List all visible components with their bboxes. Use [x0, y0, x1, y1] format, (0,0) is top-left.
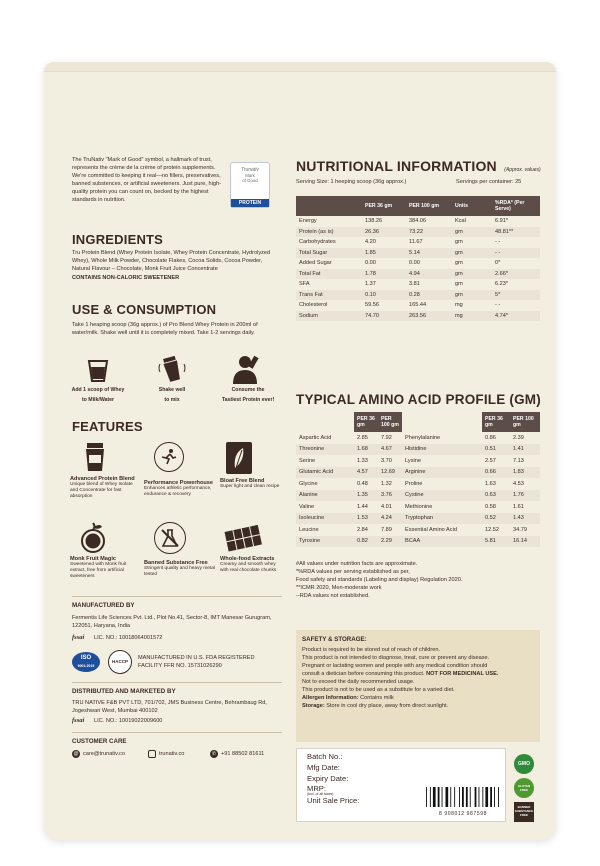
amino-row — [296, 478, 540, 490]
barcode-bars — [425, 787, 501, 807]
amino-note: Food safety and standards (Labeling and display) Regulation 2020. — [296, 577, 463, 583]
divider — [72, 596, 282, 597]
amino-cell: Alanine — [296, 490, 354, 502]
amino-cell: Methionine — [405, 503, 433, 510]
amino-cell: 3.70 — [381, 457, 392, 464]
serving-size: Serving Size: 1 heeping scoop (36g approx.) — [296, 179, 407, 185]
amino-cell: 4.53 — [513, 480, 524, 487]
amino-note: #All values under nutrition facts are approximate. — [296, 561, 418, 567]
mark-of-good-intro: The TruNativ "Mark of Good" symbol, a hallmark of trust, represents the crème de la crème of protein supplements. We're committed to keeping it real—no fillers, preservatives, banned substences, or artificial sweeteners. Just pure, high-quality protein you can count on, becked by the highest standards in nutrition. — [72, 157, 221, 203]
amino-cell: 0.82 — [354, 536, 378, 548]
nutrition-table — [296, 196, 540, 321]
nutrition-row — [296, 248, 540, 259]
nutrition-cell: 263.56 — [406, 311, 452, 322]
barcode-bar — [454, 787, 455, 807]
barcode-bar — [490, 787, 492, 807]
monk-fruit-icon — [78, 522, 108, 552]
usage-text: Take 1 heaping scoop (36g approx.) of Pro Blend Whey Protein in 200ml of water/milk. Shake well until it is completely mixed. Take 1-2 servings daily. — [72, 322, 258, 336]
amino-cell: Essential Amino Acid — [405, 526, 457, 533]
servings-per-container: Servings per container: 25 — [456, 179, 522, 185]
badge-brand: Trunativ — [241, 167, 259, 173]
nutrition-header: %RDA* (Per Serve) — [492, 196, 540, 216]
nutrition-cell: - - — [495, 302, 501, 309]
nutrition-header — [296, 196, 362, 216]
safety-substitute: This product is not to be used as a substitute for a varied diet. — [302, 687, 455, 693]
nutrition-cell: Added Sugar — [299, 260, 332, 267]
nutrition-header: PER 36 gm — [362, 196, 406, 216]
mark-of-good-badge — [230, 162, 270, 208]
gluten-free-badge: GLUTEN FREE — [514, 778, 534, 798]
features-title: FEATURES — [72, 419, 143, 434]
amino-cell: 1.61 — [513, 503, 524, 510]
nutrition-cell: 5.14 — [406, 248, 452, 259]
nutrition-cell: 0.10 — [362, 290, 406, 301]
nutrition-cell: Total Sugar — [296, 248, 362, 259]
barcode-bar — [475, 787, 477, 807]
nutrition-cell: 0.28 — [406, 290, 452, 301]
feature-1-title: Advanced Protein Blend — [70, 476, 135, 482]
nutrition-cell: gm — [452, 227, 492, 238]
amino-row — [296, 536, 540, 548]
amino-note: **ICMR 2020, Men-moderate work — [296, 585, 382, 591]
amino-cell: Proline — [405, 480, 423, 487]
batch-no: Batch No.: — [307, 752, 343, 761]
step-1-caption-2: to Milk/Water — [81, 396, 115, 403]
not-medicinal-warning: NOT FOR MEDICINAL USE. — [426, 671, 499, 677]
amino-cell: 1.53 — [354, 513, 378, 525]
barcode-bar — [482, 787, 483, 807]
nutrition-cell: 74.70 — [362, 311, 406, 322]
amino-cell: 1.33 — [357, 457, 368, 464]
barcode-bar — [485, 787, 488, 807]
top-seal — [44, 62, 556, 72]
nutrition-cell: 138.26 — [365, 218, 383, 225]
nutrition-cell: 0.00 — [365, 260, 376, 267]
banned-flask-icon — [154, 522, 186, 554]
nutrition-cell: 0* — [495, 260, 501, 267]
person-drinking-icon — [223, 354, 273, 384]
care-instagram-text: trunativ.co — [159, 751, 185, 757]
feature-1-desc: Unique blend of Whey Isolate and Concentrate for fast absorption — [70, 482, 133, 499]
barcode-bar — [498, 787, 499, 807]
feature-3 — [220, 442, 280, 490]
barcode-bar — [494, 787, 495, 807]
amino-row — [296, 513, 540, 525]
safety-title: SAFETY & STORAGE: — [302, 636, 367, 643]
feature-6 — [220, 522, 282, 574]
feature-6-title: Whole-food Extracts — [220, 556, 275, 562]
nutrition-cell: 11.67 — [409, 239, 423, 246]
nutrition-cell: gm — [455, 281, 463, 288]
amino-cell: 3.76 — [378, 490, 402, 502]
nutrition-cell: Kcal — [455, 218, 466, 225]
amino-cell: BCAA — [402, 536, 482, 548]
nutrition-cell: 384.06 — [409, 218, 427, 225]
nutrition-cell: 3.81 — [409, 281, 420, 288]
feature-3-desc: Super light and clean recipe — [220, 484, 280, 489]
usage-step-2 — [142, 354, 202, 403]
storage-info — [302, 702, 534, 710]
distributor-title: DISTRIBUTED AND MARKETED BY — [72, 688, 176, 695]
nutrition-row — [296, 269, 540, 280]
nutrition-row — [296, 237, 540, 248]
amino-cell: 2.39 — [513, 434, 524, 441]
amino-row — [296, 524, 540, 536]
storage-value: Store in cool dry place, away from direct sunlight. — [326, 703, 449, 709]
amino-row — [296, 455, 540, 467]
barcode-bar — [426, 787, 427, 807]
nutrition-cell: 0.00 — [409, 260, 420, 267]
nutrition-cell: 1.78 — [362, 269, 406, 280]
nutrition-cell: 4.94 — [406, 269, 452, 280]
protein-tub-icon — [80, 442, 110, 472]
nutrition-title-note: (Approx. values) — [504, 167, 541, 173]
safety-line-with-warning — [302, 670, 534, 678]
usage-step-1 — [68, 354, 128, 403]
amino-cell: Glycine — [299, 480, 318, 487]
safety-line: Pregnant or lactating women and people with any medical condition should — [302, 663, 488, 669]
nutrition-cell: gm — [455, 239, 463, 246]
amino-cell: 1.83 — [510, 467, 540, 479]
amino-cell: 1.68 — [354, 444, 378, 456]
divider — [72, 732, 282, 733]
feature-4-desc: Sweetened with Monk fruit extract, free from artificial sweeteners — [70, 562, 127, 579]
allergen-label: Allergen Information: — [302, 695, 359, 701]
manufacturer-title: MANUFACTURED BY — [72, 602, 135, 609]
amino-cell: Isoleucine — [296, 513, 354, 525]
mrp-label: MRP: — [307, 784, 326, 794]
barcode-bar — [442, 787, 443, 807]
amino-notes — [296, 560, 540, 600]
amino-header: PER 36 gm — [354, 412, 378, 432]
nutrition-cell: 4.20 — [365, 239, 376, 246]
amino-title: TYPICAL AMINO ACID PROFILE (GM) — [296, 392, 541, 407]
amino-cell: Tyrosine — [296, 536, 354, 548]
amino-cell: Valine — [299, 503, 315, 510]
batch-info-box — [296, 748, 506, 822]
nutrition-cell: 73.22 — [406, 227, 452, 238]
chocolate-bar-icon — [224, 522, 264, 552]
amino-cell: 2.29 — [378, 536, 402, 548]
feature-2 — [144, 442, 216, 498]
feature-2-title: Performance Powerhouse — [144, 480, 214, 486]
amino-cell: 4.57 — [354, 467, 378, 479]
amino-cell: Cystine — [402, 490, 482, 502]
nutrition-cell: 6.91* — [495, 218, 509, 225]
barcode-bar — [459, 787, 460, 807]
nutrition-cell: 165.44 — [409, 302, 427, 309]
amino-header — [296, 412, 354, 432]
storage-label: Storage: — [302, 703, 325, 709]
barcode-bar — [470, 787, 471, 807]
amino-cell: 0.52 — [482, 513, 510, 525]
amino-cell: 0.66 — [482, 467, 510, 479]
feature-4-title: Monk Fruit Magic — [70, 556, 116, 562]
runner-icon — [154, 442, 184, 472]
instagram-icon — [148, 750, 156, 758]
amino-header-row — [296, 412, 540, 432]
amino-cell: 5.81 — [482, 536, 510, 548]
phone-icon: ✆ — [211, 751, 217, 757]
distributor-address: TRU NATIVE F&B PVT LTD, 701/702, JMS Business Centre, Behrambaug Rd, Jogeshwari West, Mumbai 400102 — [72, 700, 267, 714]
nutrition-cell: Energy — [299, 218, 317, 225]
feature-5-title: Banned Substance Free — [144, 560, 208, 566]
nutrition-cell: mg — [455, 302, 463, 309]
usage-title: USE & CONSUMPTION — [72, 302, 217, 317]
badge-tagline-2: of Good — [242, 178, 258, 183]
product-pouch — [44, 62, 556, 840]
amino-cell: Leucine — [299, 526, 319, 533]
safety-line: consult a dietician before consuming this product. — [302, 671, 425, 677]
barcode-bar — [479, 787, 480, 807]
expiry-date: Expiry Date: — [307, 773, 349, 783]
amino-cell: Serine — [299, 457, 316, 464]
amino-cell: Glutamic Acid — [296, 467, 354, 479]
manufacturer-license: LIC. NO.: 10018064001572 — [94, 635, 163, 641]
amino-cell: Aspartic Acid — [299, 434, 332, 441]
amino-cell: Lysine — [405, 457, 421, 464]
divider — [72, 682, 282, 683]
ingredients-title: INGREDIENTS — [72, 232, 164, 247]
amino-header: PER 100 gm — [378, 412, 402, 432]
barcode-bar — [446, 787, 449, 807]
iso-label: ISO — [80, 655, 92, 661]
nutrition-heading — [296, 158, 541, 176]
care-phone-text: +91 88502 81611 — [221, 751, 265, 757]
amino-cell: 4.24 — [378, 513, 402, 525]
step-3-caption-1: Consume the — [231, 387, 265, 393]
barcode-bar — [462, 787, 464, 807]
amino-cell: 2.84 — [357, 526, 368, 533]
nutrition-title: NUTRITIONAL INFORMATION — [296, 158, 497, 174]
amino-header: PER 100 gm — [510, 412, 540, 432]
care-email[interactable] — [72, 750, 125, 758]
banned-substance-free-badge: BANNED SUBSTANCE FREE — [514, 802, 534, 822]
amino-header — [402, 412, 482, 432]
nutrition-cell: - - — [495, 239, 501, 246]
usage-step-3 — [212, 354, 284, 403]
nutrition-cell: 4.74* — [492, 311, 540, 322]
amino-cell: 1.76 — [510, 490, 540, 502]
nutrition-cell: 1.37 — [365, 281, 376, 288]
amino-cell: 1.32 — [381, 480, 392, 487]
amino-cell: Phenylalanine — [405, 434, 441, 441]
barcode-bar — [438, 787, 440, 807]
badge-tagline-1: Mark — [245, 173, 255, 178]
feature-4 — [70, 522, 140, 580]
amino-cell: 1.44 — [357, 503, 368, 510]
step-3-caption-2: Tastiest Protein ever! — [221, 396, 275, 403]
barcode-number: 8 908012 987598 — [439, 810, 487, 817]
care-instagram[interactable] — [148, 750, 184, 758]
allergen-info — [302, 694, 534, 702]
barcode-bar — [450, 787, 451, 807]
amino-cell: 0.48 — [357, 480, 368, 487]
safety-line: This product is not intended to diagnose, treat, cure or prevent any disease. — [302, 655, 490, 661]
manufacturer-address: Fermentis Life Sciences Pvt. Ltd., Plot No.41, Sector-8, IMT Manesar Gurugram, 122051, Haryana, India — [72, 615, 272, 629]
amino-row — [296, 444, 540, 456]
ingredients-text: Tru Protein Blend (Whey Protein Isolate, Whey Protein Concentrate, Hydrolyzed Whey), Whole Milk Powder, Chocolate Flakes, Cocoa Solids, Cocoa Powder, Natural Flavour – Chocolate, Monk Fruit Juice Concentrate — [72, 250, 271, 272]
nutrition-cell: gm — [452, 248, 492, 259]
amino-cell: 16.14 — [510, 536, 540, 548]
amino-cell: Threonine — [296, 444, 354, 456]
amino-cell: 0.58 — [485, 503, 496, 510]
nutrition-row — [296, 216, 540, 227]
amino-cell: Arginine — [402, 467, 482, 479]
amino-header: PER 36 gm — [482, 412, 510, 432]
amino-row — [296, 490, 540, 502]
nutrition-cell: gm — [452, 269, 492, 280]
amino-cell: 7.89 — [381, 526, 392, 533]
nutrition-cell: 59.56 — [365, 302, 379, 309]
feather-icon — [226, 442, 252, 474]
nutrition-cell: Cholesterol — [299, 302, 328, 309]
amino-cell: Histidine — [402, 444, 482, 456]
barcode — [425, 787, 501, 817]
mrp-note: (Incl. of all taxes) — [307, 792, 334, 797]
care-email-text: care@trunativ.co — [83, 751, 125, 757]
amino-cell: 0.51 — [482, 444, 510, 456]
amino-cell: 1.41 — [510, 444, 540, 456]
feature-5-desc: Stringent quality and heavy metal tested — [144, 566, 215, 577]
amino-row — [296, 432, 540, 444]
nutrition-cell: 2.66* — [492, 269, 540, 280]
nutrition-row — [296, 279, 540, 290]
allergen-value: Contains milk — [360, 695, 394, 701]
email-icon: @ — [73, 751, 79, 757]
amino-note: *%RDA values per serving established as per, — [296, 569, 410, 575]
nutrition-cell: 48.81** — [492, 227, 540, 238]
nutrition-cell: Carbohydrates — [299, 239, 336, 246]
amino-cell: 12.52 — [485, 526, 499, 533]
nutrition-cell: 26.36 — [362, 227, 406, 238]
nutrition-cell: 1.85 — [362, 248, 406, 259]
iso-logo — [72, 652, 100, 672]
amino-cell: 12.69 — [378, 467, 402, 479]
amino-cell: 0.86 — [485, 434, 496, 441]
feature-5 — [144, 522, 216, 578]
amino-cell: 7.13 — [513, 457, 524, 464]
nutrition-row — [296, 290, 540, 301]
nutrition-header: PER 100 gm — [406, 196, 452, 216]
barcode-bar — [433, 787, 436, 807]
feature-6-desc: Creamy and smooth whey with real chocolate chunks — [220, 562, 277, 573]
safety-storage-box — [296, 630, 540, 742]
iso-standard: 9001:2015 — [77, 664, 95, 668]
nutrition-cell: Total Fat — [296, 269, 362, 280]
fssai-logo: fssai — [72, 717, 85, 724]
unit-sale-price: Unit Sale Price: — [307, 796, 360, 806]
amino-cell: 7.92 — [381, 434, 392, 441]
haccp-logo: HACCP — [108, 650, 132, 674]
safety-line: Product is required to be stored out of reach of children. — [302, 647, 441, 653]
amino-cell: 34.79 — [513, 526, 527, 533]
care-phone[interactable] — [210, 750, 264, 758]
nutrition-row — [296, 227, 540, 238]
nutrition-row — [296, 258, 540, 269]
feature-3-title: Bloat Free Blend — [220, 478, 265, 484]
nutrition-cell: gm — [452, 290, 492, 301]
step-1-caption-1: Add 1 scoop of Whey — [71, 387, 125, 393]
amino-cell: 1.35 — [354, 490, 378, 502]
barcode-bar — [430, 787, 431, 807]
nutrition-cell: - - — [492, 248, 540, 259]
nutrition-cell: Protein (as is) — [296, 227, 362, 238]
nutrition-cell: mg — [452, 311, 492, 322]
gmo-badge: GMO — [514, 754, 534, 774]
step-2-caption-2: to mix — [164, 396, 180, 403]
amino-cell: 2.57 — [485, 457, 496, 464]
nutrition-header: Units — [452, 196, 492, 216]
amino-row — [296, 467, 540, 479]
customer-care-title: CUSTOMER CARE — [72, 738, 127, 745]
amino-cell: 2.85 — [357, 434, 368, 441]
nutrition-cell: gm — [455, 260, 463, 267]
nutrition-row — [296, 300, 540, 311]
barcode-bar — [466, 787, 468, 807]
nutrition-cell: Trans Fat — [296, 290, 362, 301]
fda-line-2: FACILITY FFR NO. 15731026290 — [138, 663, 222, 669]
nutrition-cell: 5* — [492, 290, 540, 301]
amino-cell: 0.63 — [482, 490, 510, 502]
feature-2-desc: Enhances athletic performance, endurance & recovery — [144, 486, 212, 497]
amino-cell: Tryptophan — [402, 513, 482, 525]
badge-label: PROTEIN — [231, 199, 269, 207]
amino-note: --RDA values not established. — [296, 593, 370, 599]
feature-1 — [70, 442, 138, 500]
safety-dose: Not to exceed the daily recommended usage. — [302, 679, 415, 685]
ingredients-note: CONTAINS NON-CALORIC SWEETENER — [72, 275, 180, 281]
nutrition-cell: SFA — [299, 281, 310, 288]
cup-icon — [83, 354, 113, 384]
step-2-caption-1: Shake well — [158, 387, 186, 393]
mfg-date: Mfg Date: — [307, 762, 340, 772]
amino-cell: 4.01 — [381, 503, 392, 510]
shaker-icon — [157, 354, 187, 384]
amino-acid-table — [296, 412, 540, 547]
fda-line-1: MANUFACTURED IN U.S. FDA REGISTERED — [138, 655, 255, 661]
amino-row — [296, 501, 540, 513]
nutrition-header-row — [296, 196, 540, 216]
nutrition-cell: Sodium — [296, 311, 362, 322]
nutrition-cell: 6.23* — [495, 281, 509, 288]
fssai-logo: fssai — [72, 634, 85, 641]
nutrition-row — [296, 311, 540, 322]
distributor-license: LIC. NO.: 10019022009600 — [94, 718, 163, 724]
amino-cell: 1.43 — [510, 513, 540, 525]
amino-cell: 4.67 — [378, 444, 402, 456]
amino-cell: 1.63 — [485, 480, 496, 487]
